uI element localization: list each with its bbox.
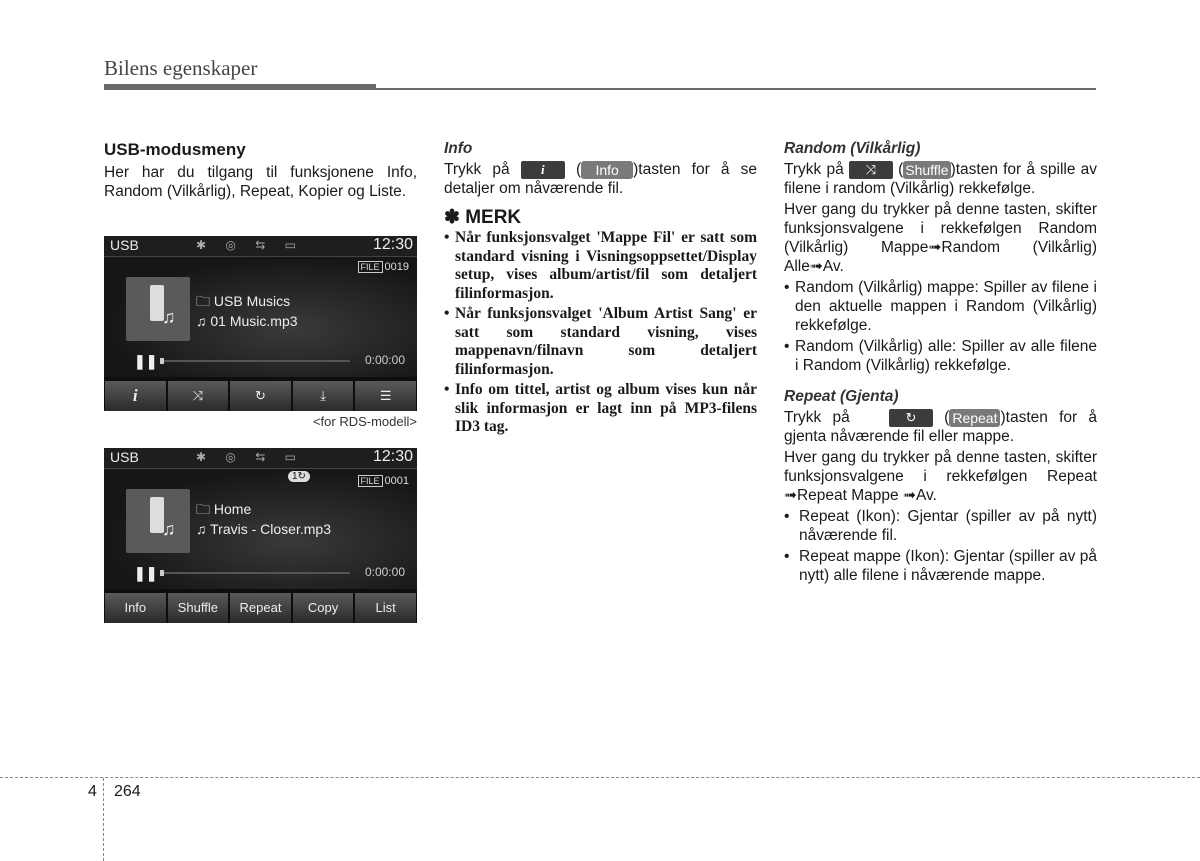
page-header-title: Bilens egenskaper [104,56,258,80]
file-tag: FILE [358,475,383,487]
file-tag: FILE [358,261,383,273]
screen-body [104,469,417,589]
usb-intro-text: Her har du tilgang til funksjonene Info, Random (Vilkårlig), Repeat, Kopier og Liste. [104,164,417,200]
info-softkey[interactable]: Info [105,593,166,623]
screen-clock: 12:30 [372,448,413,465]
track-name: 01 Music.mp3 [210,313,298,329]
folder-name: USB Musics [213,293,291,309]
footer-vertical-rule [103,778,104,861]
column-usb-menu [104,140,417,203]
random-text-pre: Trykk på [784,161,844,178]
usb-screen-rds [104,236,417,411]
track-name: Travis - Closer.mp3 [210,521,331,537]
folder-line [196,291,290,315]
file-number: 0001 [384,475,409,487]
repeat-bullet-item [784,507,1097,545]
screen-status-bar [104,236,417,257]
list-softkey[interactable]: ☰ [355,381,416,411]
repeat-text-pre: Trykk på [784,409,850,426]
repeat-one-badge: 1↻ [288,471,310,482]
repeat-text-post: )tasten for å gjenta nåværende fil eller mappe. [784,409,1097,445]
screen-caption: <for RDS-modell> [312,414,417,429]
progress-knob[interactable] [160,358,164,364]
elapsed-time: 0:00:00 [364,353,405,367]
chapter-number: 4 [88,783,97,800]
usb-album-art [126,277,190,341]
softkey-bar [104,381,417,411]
page-number: 264 [114,783,141,800]
screen-body [104,257,417,377]
softkey-bar [104,593,417,623]
footer-rule [0,777,1200,778]
music-note-icon: ♫ [196,313,207,329]
random-text-post: )tasten for å spille av filene i random (Vilkårlig) rekkefølge. [784,161,1098,197]
repeat-softkey[interactable]: ↻ [230,381,291,411]
shuffle-key-icon: ⤨ [849,161,893,179]
track-line [196,521,331,537]
music-note-icon: ♫ [162,307,176,327]
note-item [444,305,757,379]
repeat-bullets [784,507,1097,585]
info-text-pre: Trykk på [444,161,510,178]
merk-heading: ✽ MERK [444,207,522,228]
music-note-icon: ♫ [162,519,176,539]
bullet-mark: • [784,279,790,296]
header-rule-thick [104,84,376,90]
screen-mode-label: USB [110,237,139,253]
copy-softkey[interactable]: ⤓ [293,381,354,411]
random-open-paren: ( [898,161,904,178]
info-open-paren: ( [575,161,582,178]
column-info [444,139,757,439]
repeat-button-label: Repeat [949,409,1000,427]
note-text: Når funksjonsvalget 'Mappe Fil' er satt som standard visning i Visningsoppsettet/Display setup, vises album/artist/fil som detaljert filinformasjon. [455,229,757,302]
info-key-icon: i [521,161,565,179]
list-softkey[interactable]: List [355,593,416,623]
file-number: 0019 [384,261,409,273]
folder-icon: 🗀 [196,293,210,309]
shuffle-softkey[interactable]: ⤨ [168,381,229,411]
music-note-icon: ♫ [196,521,207,537]
repeat-text [784,408,1097,446]
repeat-bullet-text: Repeat mappe (Ikon): Gjentar (spiller av på nytt) alle filene i nåværende mappe. [799,548,1097,584]
pause-icon[interactable]: ❚❚ [134,565,158,581]
repeat-open-paren: ( [944,409,950,426]
info-text-post: )tasten for å se detaljer om nåværende fil. [444,161,758,197]
status-icons: ✱ ◎ ⇆ ▭ [196,450,304,464]
column-random-repeat [784,139,1097,587]
screen-clock: 12:30 [372,236,413,253]
usb-album-art [126,489,190,553]
file-counter [358,475,410,487]
repeat-bullet-item [784,547,1097,585]
bullet-mark: • [444,381,450,398]
progress-bar[interactable] [160,360,350,362]
random-bullet-item [784,278,1097,335]
random-bullet-item [784,337,1097,375]
bullet-mark: • [784,338,790,355]
usb-screen-standard [104,448,417,623]
file-counter [358,261,410,273]
elapsed-time: 0:00:00 [364,565,405,579]
note-item [444,229,757,303]
info-heading: Info [444,140,473,157]
repeat-key-icon: ↻ [889,409,933,427]
note-text: Info om tittel, artist og album vises kun når slik informasjon er lagt inn på MP3-filens ID3 tag. [455,381,757,435]
random-bullets [784,278,1097,375]
progress-knob[interactable] [160,570,164,576]
folder-name: Home [213,501,252,517]
info-text [444,160,757,198]
status-icons: ✱ ◎ ⇆ ▭ [196,238,304,252]
info-button-label: Info [581,161,633,179]
progress-bar[interactable] [160,572,350,574]
folder-icon: 🗀 [196,501,210,517]
repeat-bullet-text: Repeat (Ikon): Gjentar (spiller av på nytt) nåværende fil. [799,508,1097,544]
shuffle-button-label: Shuffle [905,161,949,178]
info-softkey[interactable]: i [105,381,166,411]
bullet-mark: • [784,548,790,565]
copy-softkey[interactable]: Copy [293,593,354,623]
merk-notes [444,229,757,437]
header-rule-thin [376,88,1096,90]
note-item [444,381,757,437]
random-heading: Random (Vilkårlig) [784,140,921,157]
bullet-mark: • [784,508,790,525]
bullet-mark: • [444,305,450,322]
pause-icon[interactable]: ❚❚ [134,353,158,369]
section-heading-usb: USB-modusmeny [104,140,246,159]
random-bullet-text: Random (Vilkårlig) mappe: Spiller av filene i den aktuelle mappen i Random (Vilkårlig) rekkefølge. [795,279,1097,334]
repeat-heading: Repeat (Gjenta) [784,388,899,405]
random-text [784,160,1097,198]
repeat-sequence-text: Hver gang du trykker på denne tasten, skifter funksjonsvalgene i rekkefølgen Repeat ➟Repeat Mappe ➟Av. [784,449,1097,504]
screen-status-bar [104,448,417,469]
repeat-softkey[interactable]: Repeat [230,593,291,623]
bullet-mark: • [444,229,450,246]
folder-line [196,499,251,523]
random-sequence-text: Hver gang du trykker på denne tasten, skifter funksjonsvalgene i rekkefølgen Random (Vilkårlig) Mappe➟Random (Vilkårlig) Alle➟Av. [784,201,1097,275]
track-line [196,313,298,329]
screen-mode-label: USB [110,449,139,465]
note-text: Når funksjonsvalget 'Album Artist Sang' er satt som standard visning, vises mappenavn/filnavn som detaljert filinformasjon. [455,305,757,378]
shuffle-softkey[interactable]: Shuffle [168,593,229,623]
random-bullet-text: Random (Vilkårlig) alle: Spiller av alle filene i Random (Vilkårlig) rekkefølge. [795,338,1097,374]
